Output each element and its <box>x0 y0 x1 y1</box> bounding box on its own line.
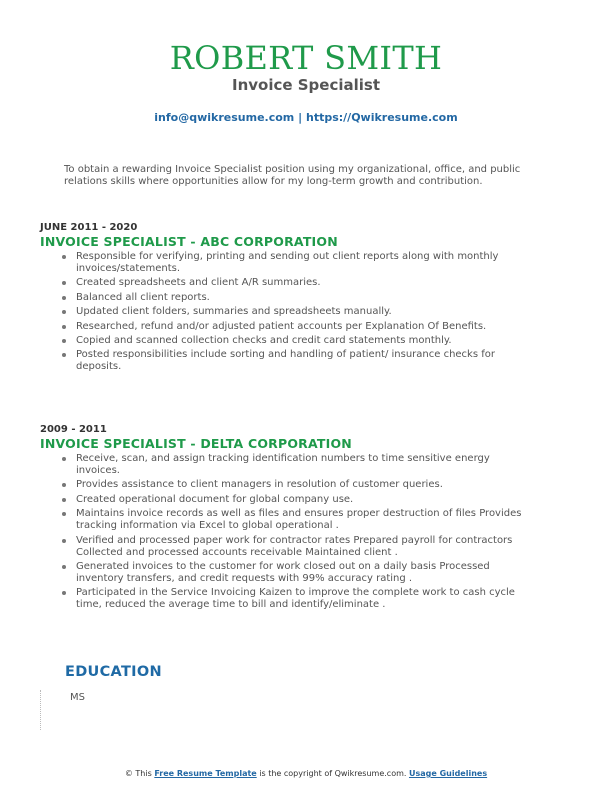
resume-header <box>0 38 612 94</box>
education-heading: EDUCATION <box>65 664 162 680</box>
contact-separator: | <box>298 111 303 124</box>
candidate-name: ROBERT SMITH <box>169 39 443 77</box>
job-bullet: Copied and scanned collection checks and credit card statements monthly. <box>76 335 524 347</box>
job-bullet: Created spreadsheets and client A/R summaries. <box>76 277 524 289</box>
free-resume-template-link[interactable]: Free Resume Template <box>154 769 257 778</box>
job-bullet: Created operational document for global company use. <box>76 494 524 506</box>
education-divider <box>40 690 41 730</box>
job-dates: JUNE 2011 - 2020 <box>40 222 138 233</box>
job-bullet-list <box>40 251 540 373</box>
job-bullet: Responsible for verifying, printing and sending out client reports along with monthly invoices/statements. <box>76 251 524 275</box>
email-link[interactable]: info@qwikresume.com <box>154 111 295 124</box>
job-entry-delta <box>40 424 540 614</box>
job-bullet: Maintains invoice records as well as files and ensures proper destruction of files Provides tracking information via Excel to global operational . <box>76 508 524 532</box>
job-bullet: Updated client folders, summaries and spreadsheets manually. <box>76 306 524 318</box>
job-title: INVOICE SPECIALIST - DELTA CORPORATION <box>40 436 352 451</box>
contact-line <box>0 111 612 124</box>
job-bullet: Verified and processed paper work for contractor rates Prepared payroll for contractors Collected and processed accounts receivable Maintained client . <box>76 535 524 559</box>
job-bullet-list <box>40 453 540 611</box>
website-link[interactable]: https://Qwikresume.com <box>305 111 458 124</box>
job-bullet: Balanced all client reports. <box>76 292 524 304</box>
job-title: INVOICE SPECIALIST - ABC CORPORATION <box>40 234 338 249</box>
job-bullet: Receive, scan, and assign tracking identification numbers to time sensitive energy invoices. <box>76 453 524 477</box>
objective-text: To obtain a rewarding Invoice Specialist position using my organizational, office, and public relations skills where opportunities allow for my long-term growth and contribution. <box>64 164 521 187</box>
usage-guidelines-link[interactable]: Usage Guidelines <box>408 769 488 778</box>
job-bullet: Researched, refund and/or adjusted patient accounts per Explanation Of Benefits. <box>76 321 524 333</box>
job-bullet: Posted responsibilities include sorting and handling of patient/ insurance checks for deposits. <box>76 349 524 373</box>
candidate-title: Invoice Specialist <box>231 76 381 94</box>
job-bullet: Participated in the Service Invoicing Kaizen to improve the complete work to cash cycle time, reduced the average time to bill and identify/eliminate . <box>76 587 524 611</box>
job-entry-abc <box>40 222 540 376</box>
education-degree: MS <box>70 692 85 703</box>
footer-middle: is the copyright of Qwikresume.com. <box>259 769 407 778</box>
copyright-footer <box>0 769 612 778</box>
job-bullet: Generated invoices to the customer for work closed out on a daily basis Processed inventory transfers, and credit requests with 99% accuracy rating . <box>76 561 524 585</box>
footer-prefix: © This <box>124 769 152 778</box>
job-bullet: Provides assistance to client managers in resolution of customer queries. <box>76 479 524 491</box>
job-dates: 2009 - 2011 <box>40 424 107 435</box>
